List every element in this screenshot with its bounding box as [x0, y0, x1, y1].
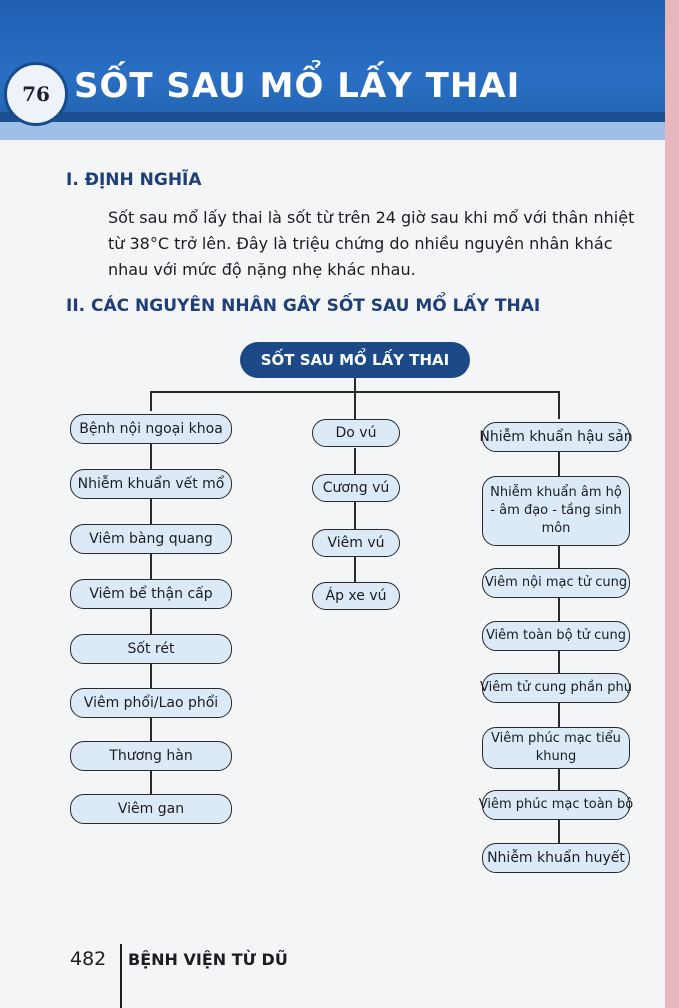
- diagram-node-left-4: Viêm bể thận cấp: [70, 579, 232, 609]
- header-stripe: [0, 112, 679, 122]
- diagram-node-left-1: Bệnh nội ngoại khoa: [70, 414, 232, 444]
- diagram-node-left-3: Viêm bàng quang: [70, 524, 232, 554]
- diagram-node-left-5: Sốt rét: [70, 634, 232, 664]
- diagram-node-left-6: Viêm phổi/Lao phổi: [70, 688, 232, 718]
- root-connector: [354, 378, 356, 392]
- diagram-node-middle-4: Áp xe vú: [312, 582, 400, 610]
- chapter-title: SỐT SAU MỔ LẤY THAI: [74, 66, 521, 106]
- footer-hospital-name: BỆNH VIỆN TỪ DŨ: [128, 950, 288, 969]
- diagram-node-middle-2: Cương vú: [312, 474, 400, 502]
- diagram-node-left-2: Nhiễm khuẩn vết mổ: [70, 469, 232, 499]
- diagram-node-right-7: Viêm phúc mạc toàn bộ: [482, 790, 630, 820]
- right-branch-connector: [558, 391, 560, 419]
- chapter-number: 76: [4, 62, 68, 126]
- diagram-node-right-2: Nhiễm khuẩn âm hộ - âm đạo - tầng sinh môn: [482, 476, 630, 546]
- middle-branch-connector: [354, 391, 356, 419]
- diagram-node-right-1: Nhiễm khuẩn hậu sản: [482, 422, 630, 452]
- left-branch-connector: [150, 391, 152, 411]
- diagram-root: SỐT SAU MỔ LẤY THAI: [240, 342, 470, 378]
- diagram-node-middle-1: Do vú: [312, 419, 400, 447]
- causes-heading: II. CÁC NGUYÊN NHÂN GÂY SỐT SAU MỔ LẤY THAI: [66, 296, 541, 316]
- diagram-node-left-7: Thương hàn: [70, 741, 232, 771]
- footer-divider: [120, 944, 122, 1008]
- page-spine: [665, 0, 679, 1008]
- diagram-node-middle-3: Viêm vú: [312, 529, 400, 557]
- middle-column-spine: [354, 448, 356, 596]
- diagram-node-right-6: Viêm phúc mạc tiểu khung: [482, 727, 630, 769]
- diagram-node-right-8: Nhiễm khuẩn huyết: [482, 843, 630, 873]
- diagram-node-right-5: Viêm tử cung phần phụ: [482, 673, 630, 703]
- diagram-node-right-4: Viêm toàn bộ tử cung: [482, 621, 630, 651]
- page-number: 482: [70, 948, 107, 970]
- definition-paragraph: Sốt sau mổ lấy thai là sốt từ trên 24 giờ sau khi mổ với thân nhiệt từ 38°C trở lên. Đây là triệu chứng do nhiều nguyên nhân khác nhau với mức độ nặng nhẹ khác nhau.: [108, 208, 635, 279]
- diagram-node-left-8: Viêm gan: [70, 794, 232, 824]
- diagram-node-right-3: Viêm nội mạc tử cung: [482, 568, 630, 598]
- definition-heading: I. ĐỊNH NGHĨA: [66, 170, 202, 190]
- header-stripe-light: [0, 122, 679, 140]
